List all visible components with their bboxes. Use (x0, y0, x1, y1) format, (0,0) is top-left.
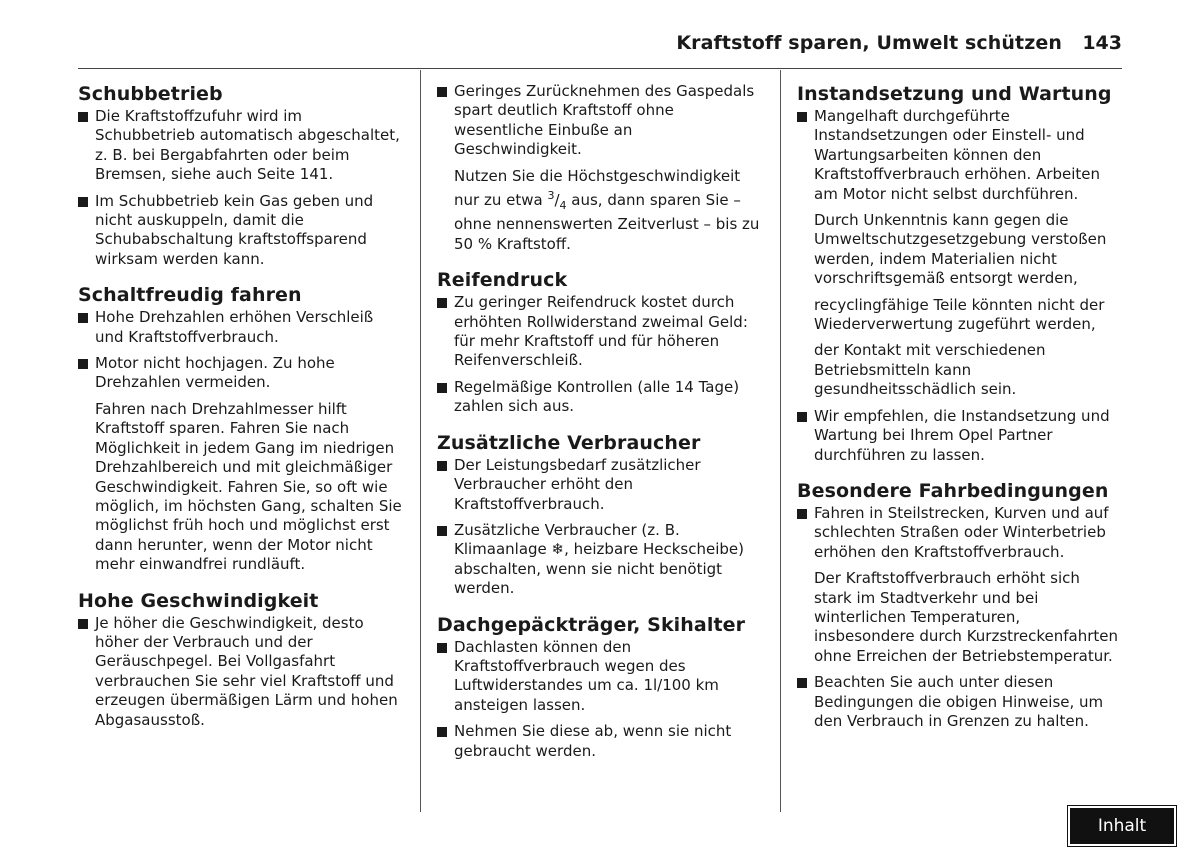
column-divider (780, 70, 781, 812)
bullet-item: Motor nicht hochjagen. Zu hohe Drehzahlen vermeiden. (78, 354, 403, 393)
bullet-item: Der Leistungsbedarf zusätzlicher Verbraucher erhöht den Kraftstoffverbrauch. (437, 456, 762, 514)
bullet-item: Regelmäßige Kontrollen (alle 14 Tage) zahlen sich aus. (437, 378, 762, 417)
paragraph (437, 167, 762, 255)
section-heading: Schaltfreudig fahren (78, 284, 302, 307)
section (797, 479, 1122, 731)
text-column-right (797, 82, 1122, 745)
section-heading: Dachgepäckträger, Skihalter (437, 613, 746, 636)
page-number: 143 (1082, 32, 1122, 54)
fraction-numerator: 3 (547, 189, 555, 203)
paragraph-text: aus, dann sparen Sie – ohne nennenswerten Zeitverlust – bis zu 50 % Kraftstoff. (454, 191, 760, 253)
bullet-item: Dachlasten können den Kraftstoffverbrauch wegen des Luftwiderstandes um ca. 1l/100 km ansteigen lassen. (437, 638, 762, 716)
bullet-item: Im Schubbetrieb kein Gas geben und nicht auskuppeln, damit die Schubabschaltung kraftstoffsparend wirksam werden kann. (78, 192, 403, 270)
section-heading: Hohe Geschwindigkeit (78, 589, 319, 612)
paragraph-text: Nutzen Sie die Höchstgeschwindigkeit nur zu etwa (454, 166, 741, 210)
bullet-item: Hohe Drehzahlen erhöhen Verschleiß und Kraftstoffverbrauch. (78, 308, 403, 347)
paragraph: recyclingfähige Teile könnten nicht der Wiederverwertung zugeführt werden, (814, 295, 1105, 334)
chapter-title: Kraftstoff sparen, Umwelt schützen (676, 32, 1062, 54)
bullet-item: Wir empfehlen, die Instandsetzung und Wartung bei Ihrem Opel Partner durchführen zu lassen. (797, 407, 1122, 465)
section (797, 82, 1122, 465)
bullet-item: Nehmen Sie diese ab, wenn sie nicht gebraucht werden. (437, 722, 762, 761)
fraction-slash: / (554, 191, 560, 210)
section-heading: Besondere Fahrbedingungen (797, 479, 1109, 502)
section (78, 82, 403, 269)
paragraph: Fahren nach Drehzahlmesser hilft Kraftstoff sparen. Fahren Sie nach Möglichkeit in jedem Gang im niedrigen Drehzahlbereich und mit gleichmäßiger Geschwindigkeit. Fahren Sie, so oft wie möglich, im höchsten Gang, schalten Sie möglichst früh hoch und möglichst erst dann herunter, wenn der Motor nicht mehr einwandfrei rundläuft. (95, 399, 402, 574)
text-column-left (78, 82, 403, 744)
bullet-item: Je höher die Geschwindigkeit, desto höher der Verbrauch und der Geräuschpegel. Bei Vollgasfahrt verbrauchen Sie sehr viel Kraftstoff und erzeugen übermäßigen Lärm und hohen Abgasausstoß. (78, 614, 403, 730)
section (437, 82, 762, 254)
section (78, 283, 403, 574)
bullet-item: Beachten Sie auch unter diesen Bedingungen die obigen Hinweise, um den Verbrauch in Grenzen zu halten. (797, 673, 1122, 731)
bullet-item: Fahren in Steilstrecken, Kurven und auf schlechten Straßen oder Winterbetrieb erhöhen den Kraftstoffverbrauch. (797, 504, 1122, 562)
section (437, 268, 762, 416)
section (437, 431, 762, 599)
paragraph: der Kontakt mit verschiedenen Betriebsmitteln kann gesundheitsschädlich sein. (814, 341, 1046, 399)
text-column-middle (437, 82, 762, 775)
section-heading: Reifendruck (437, 269, 568, 292)
paragraph: Durch Unkenntnis kann gegen die Umweltschutzgesetzgebung verstoßen werden, indem Materialien nicht vorschriftsgemäß entsorgt werden, (814, 211, 1107, 288)
paragraph: Der Kraftstoffverbrauch erhöht sich stark im Stadtverkehr und bei winterlichen Temperaturen, insbesondere durch Kurzstreckenfahrten ohne Erreichen der Betriebstemperatur. (814, 569, 1119, 665)
fraction-denominator: 4 (559, 199, 567, 213)
bullet-item: Mangelhaft durchgeführte Instandsetzungen oder Einstell- und Wartungsarbeiten können den Kraftstoffverbrauch erhöhen. Arbeiten am Motor nicht selbst durchführen. (797, 107, 1122, 204)
section (78, 589, 403, 730)
bullet-item: Geringes Zurücknehmen des Gaspedals spart deutlich Kraftstoff ohne wesentliche Einbuße an Geschwindigkeit. (437, 82, 762, 160)
bullet-item: Die Kraftstoffzufuhr wird im Schubbetrieb automatisch abgeschaltet, z. B. bei Bergabfahrten oder beim Bremsen, siehe auch Seite 141. (78, 107, 403, 185)
column-divider (420, 70, 421, 812)
section-heading: Zusätzliche Verbraucher (437, 431, 701, 454)
section (437, 613, 762, 761)
bullet-item: Zusätzliche Verbraucher (z. B. Klimaanlage ❄, heizbare Heckscheibe) abschalten, wenn sie nicht benötigt werden. (437, 521, 762, 599)
section-heading: Schubbetrieb (78, 83, 223, 105)
bullet-item: Zu geringer Reifendruck kostet durch erhöhten Rollwiderstand zweimal Geld: für mehr Kraftstoff und für höheren Reifenverschleiß. (437, 293, 762, 371)
page-header (78, 30, 1122, 69)
contents-button[interactable]: Inhalt (1070, 808, 1174, 844)
section-heading: Instandsetzung und Wartung (797, 83, 1112, 105)
